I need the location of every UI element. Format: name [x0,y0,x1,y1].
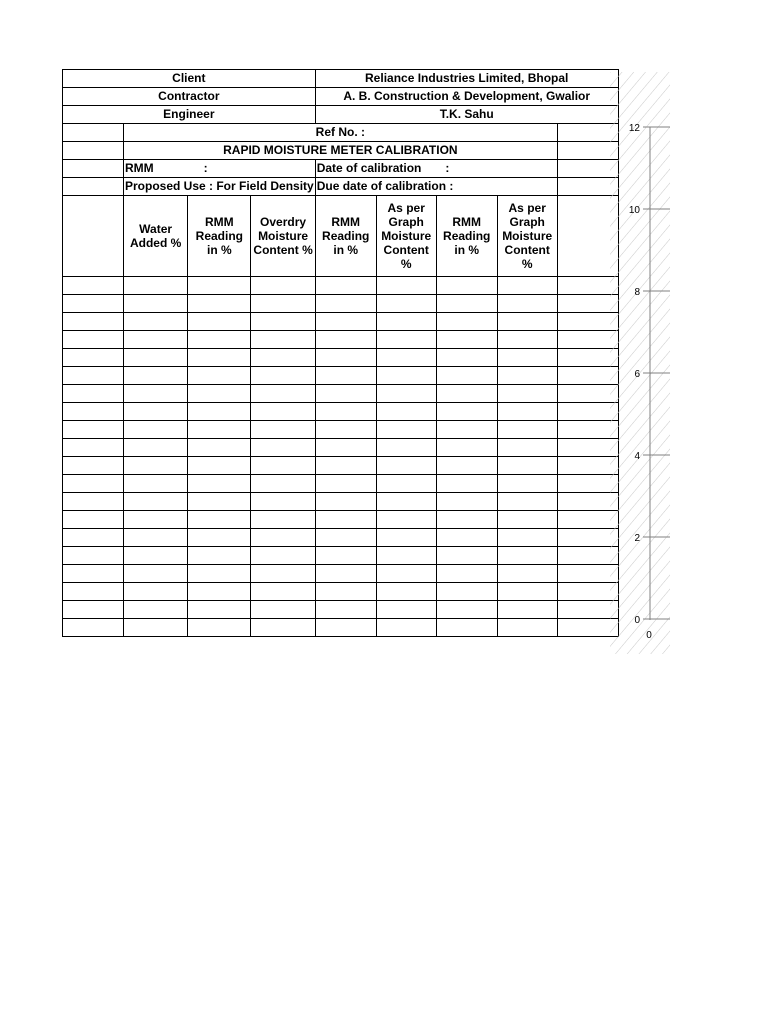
data-cell[interactable] [251,439,315,457]
data-cell[interactable] [63,439,124,457]
data-cell[interactable] [497,313,557,331]
rmm-colon: : [203,161,208,175]
data-cell[interactable] [497,547,557,565]
table-row [63,511,619,529]
client-label: Client [63,70,316,88]
data-cell[interactable] [376,295,436,313]
data-cell[interactable] [188,457,251,475]
data-cell[interactable] [436,547,497,565]
date-field [315,160,557,178]
data-cell[interactable] [251,457,315,475]
data-cell[interactable] [188,511,251,529]
data-cell[interactable] [63,529,124,547]
data-cell[interactable] [124,619,188,637]
data-cell[interactable] [497,421,557,439]
table-row [63,619,619,637]
table-row [63,367,619,385]
data-rows [63,277,619,637]
table-row [63,547,619,565]
data-cell[interactable] [497,493,557,511]
data-cell[interactable] [436,349,497,367]
data-cell[interactable] [188,583,251,601]
data-cell[interactable] [124,349,188,367]
data-cell[interactable] [436,313,497,331]
data-cell[interactable] [188,385,251,403]
table-row [63,565,619,583]
client-value: Reliance Industries Limited, Bhopal [315,70,618,88]
table-row [63,583,619,601]
data-cell[interactable] [124,295,188,313]
y-tick-label: 4 [634,451,640,462]
y-tick-label: 0 [634,615,640,626]
col-header-water-added: Water Added % [124,196,188,277]
data-cell[interactable] [436,331,497,349]
x-tick-label: 0 [646,630,652,641]
data-cell[interactable] [124,385,188,403]
data-cell[interactable] [376,331,436,349]
data-cell[interactable] [251,583,315,601]
data-cell[interactable] [436,277,497,295]
data-cell[interactable] [315,529,376,547]
table-row [63,439,619,457]
data-cell[interactable] [188,601,251,619]
x-axis-ticks [646,630,652,641]
data-cell[interactable] [251,421,315,439]
data-cell[interactable] [315,421,376,439]
y-tick-label: 6 [634,369,640,380]
date-colon: : [445,161,450,175]
data-cell[interactable] [63,511,124,529]
data-cell[interactable] [315,331,376,349]
col-header-overdry-moisture: Overdry Moisture Content % [251,196,315,277]
table-row [63,493,619,511]
table-row [63,295,619,313]
chart-plot-area [610,72,670,654]
data-cell[interactable] [436,601,497,619]
col-header-rmm-reading: RMM Reading in % [188,196,251,277]
calibration-sheet [62,69,619,637]
data-cell[interactable] [63,403,124,421]
data-cell[interactable] [376,385,436,403]
data-cell[interactable] [315,349,376,367]
data-cell[interactable] [63,295,124,313]
data-cell[interactable] [63,277,124,295]
data-cell[interactable] [63,493,124,511]
data-cell[interactable] [251,331,315,349]
cell [63,142,124,160]
data-cell[interactable] [497,583,557,601]
data-cell[interactable] [188,277,251,295]
data-cell[interactable] [251,403,315,421]
table-row [63,277,619,295]
data-cell[interactable] [497,601,557,619]
data-cell[interactable] [436,421,497,439]
data-cell[interactable] [376,439,436,457]
data-cell[interactable] [251,529,315,547]
cell [63,160,124,178]
date-label: Date of calibration [316,161,422,175]
data-cell[interactable] [63,313,124,331]
data-cell[interactable] [436,457,497,475]
data-cell[interactable] [124,565,188,583]
table-row [63,601,619,619]
data-cell[interactable] [251,385,315,403]
data-cell[interactable] [376,475,436,493]
data-cell[interactable] [376,349,436,367]
ref-no: Ref No. : [124,124,558,142]
data-cell[interactable] [188,421,251,439]
data-cell[interactable] [315,367,376,385]
cell [63,124,124,142]
data-cell[interactable] [376,277,436,295]
data-cell[interactable] [63,421,124,439]
data-cell[interactable] [251,475,315,493]
data-cell[interactable] [315,475,376,493]
data-cell[interactable] [436,511,497,529]
table-row [63,349,619,367]
data-cell[interactable] [376,601,436,619]
data-cell[interactable] [436,295,497,313]
data-cell[interactable] [376,583,436,601]
table-row [63,385,619,403]
data-cell[interactable] [188,565,251,583]
data-cell[interactable] [315,511,376,529]
data-cell[interactable] [497,349,557,367]
data-cell[interactable] [63,619,124,637]
data-cell[interactable] [315,439,376,457]
data-cell[interactable] [188,403,251,421]
data-cell[interactable] [497,439,557,457]
data-cell[interactable] [251,295,315,313]
data-cell[interactable] [497,295,557,313]
table-row [63,457,619,475]
contractor-value: A. B. Construction & Development, Gwalior [315,88,618,106]
data-cell[interactable] [63,475,124,493]
data-cell[interactable] [188,619,251,637]
data-cell[interactable] [315,277,376,295]
table-row [63,403,619,421]
data-cell[interactable] [124,439,188,457]
data-cell[interactable] [188,529,251,547]
data-cell[interactable] [124,475,188,493]
data-cell[interactable] [188,331,251,349]
data-cell[interactable] [315,547,376,565]
table-row [63,421,619,439]
data-cell[interactable] [63,349,124,367]
data-cell[interactable] [315,565,376,583]
data-cell[interactable] [376,511,436,529]
data-cell[interactable] [315,601,376,619]
col-header-graph-moisture: As per Graph Moisture Content % [376,196,436,277]
data-cell[interactable] [251,511,315,529]
data-cell[interactable] [376,313,436,331]
data-cell[interactable] [63,457,124,475]
data-cell[interactable] [436,367,497,385]
rmm-label: RMM [125,161,154,175]
data-cell[interactable] [188,493,251,511]
data-cell[interactable] [315,385,376,403]
data-cell[interactable] [376,493,436,511]
col-header-graph-moisture: As per Graph Moisture Content % [497,196,557,277]
data-cell[interactable] [188,439,251,457]
data-cell[interactable] [251,493,315,511]
data-cell[interactable] [376,403,436,421]
data-cell[interactable] [315,457,376,475]
data-cell[interactable] [436,385,497,403]
data-cell[interactable] [436,493,497,511]
data-cell[interactable] [436,403,497,421]
data-cell[interactable] [124,493,188,511]
engineer-value: T.K. Sahu [315,106,618,124]
data-cell[interactable] [124,583,188,601]
data-cell[interactable] [124,277,188,295]
data-cell[interactable] [376,457,436,475]
data-cell[interactable] [497,385,557,403]
table-row [63,331,619,349]
col-header-rmm-reading: RMM Reading in % [436,196,497,277]
data-cell[interactable] [63,565,124,583]
data-cell[interactable] [251,547,315,565]
data-cell[interactable] [497,277,557,295]
y-tick-label: 12 [628,123,640,134]
data-cell[interactable] [63,547,124,565]
data-cell[interactable] [436,529,497,547]
data-cell[interactable] [124,331,188,349]
data-cell[interactable] [497,475,557,493]
data-cell[interactable] [497,529,557,547]
data-cell[interactable] [497,619,557,637]
data-cell[interactable] [251,349,315,367]
data-cell[interactable] [251,277,315,295]
rmm-field [124,160,316,178]
data-cell[interactable] [188,313,251,331]
data-cell[interactable] [251,367,315,385]
data-cell[interactable] [436,583,497,601]
data-cell[interactable] [497,367,557,385]
data-cell[interactable] [315,583,376,601]
data-cell[interactable] [497,511,557,529]
data-cell[interactable] [376,547,436,565]
cell [63,178,124,196]
data-cell[interactable] [251,601,315,619]
due-date: Due date of calibration : [315,178,557,196]
table-row [63,313,619,331]
y-tick-label: 10 [628,205,640,216]
data-cell[interactable] [188,547,251,565]
table-row [63,529,619,547]
data-cell[interactable] [315,403,376,421]
data-cell[interactable] [188,295,251,313]
data-cell[interactable] [497,331,557,349]
data-cell[interactable] [124,511,188,529]
data-cell[interactable] [251,619,315,637]
data-cell[interactable] [63,601,124,619]
form-title: RAPID MOISTURE METER CALIBRATION [124,142,558,160]
data-cell[interactable] [497,565,557,583]
data-cell[interactable] [251,565,315,583]
data-cell[interactable] [376,421,436,439]
y-tick-label: 2 [634,533,640,544]
data-cell[interactable] [188,367,251,385]
data-cell[interactable] [315,295,376,313]
data-cell[interactable] [124,547,188,565]
data-cell[interactable] [188,349,251,367]
data-cell[interactable] [376,565,436,583]
calibration-chart [610,72,670,654]
data-cell[interactable] [124,601,188,619]
data-cell[interactable] [436,439,497,457]
data-cell[interactable] [124,529,188,547]
data-cell[interactable] [188,475,251,493]
proposed-use: Proposed Use : For Field Density [124,178,316,196]
contractor-label: Contractor [63,88,316,106]
data-cell[interactable] [315,313,376,331]
data-cell[interactable] [124,457,188,475]
col-header-rmm-reading: RMM Reading in % [315,196,376,277]
y-tick-label: 8 [634,287,640,298]
data-cell[interactable] [376,367,436,385]
data-cell[interactable] [63,385,124,403]
data-cell[interactable] [124,403,188,421]
data-cell[interactable] [376,619,436,637]
data-cell[interactable] [497,457,557,475]
data-cell[interactable] [251,313,315,331]
data-cell[interactable] [63,583,124,601]
data-cell[interactable] [436,619,497,637]
table-row [63,475,619,493]
data-cell[interactable] [124,367,188,385]
data-cell[interactable] [376,529,436,547]
data-cell[interactable] [124,313,188,331]
engineer-label: Engineer [63,106,316,124]
cell [63,196,124,277]
data-cell[interactable] [124,421,188,439]
data-cell[interactable] [63,331,124,349]
data-cell[interactable] [63,367,124,385]
data-cell[interactable] [315,493,376,511]
data-cell[interactable] [315,619,376,637]
data-cell[interactable] [497,403,557,421]
data-cell[interactable] [436,475,497,493]
data-cell[interactable] [436,565,497,583]
